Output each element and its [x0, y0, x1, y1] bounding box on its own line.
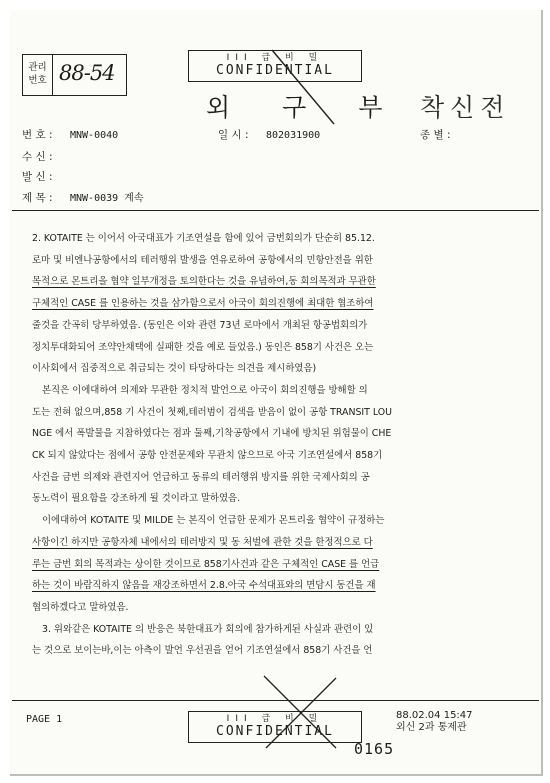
- field-sender-label: 발 신 :: [22, 171, 53, 183]
- classification-grade: III 급 비 밀: [226, 714, 324, 724]
- body-line: 루는 금번 회의 목적과는 상이한 것이므로 858기사건과 같은 구체적인 CASE 를 언급: [32, 558, 380, 570]
- classification-grade: III 급 비 밀: [226, 53, 324, 63]
- body-line: 구체적인 CASE 를 인용하는 것을 삼가함으로서 아국이 회의진행에 최대한 협조하여: [32, 298, 374, 310]
- classification-stamp-bottom: [188, 711, 362, 743]
- field-datetime: [218, 127, 320, 142]
- field-classification-level: [420, 127, 468, 142]
- field-number-label: 번 호 :: [22, 129, 53, 141]
- body-line: 사건을 금번 의제와 관련지어 언급하고 동류의 테러행위 방지를 위한 국제사회의 공: [32, 471, 370, 483]
- classification-marking: CONFIDENTIAL: [216, 724, 334, 739]
- body-line: 도는 전혀 없으며,858 기 사건이 첫째,테러범이 검색을 받음이 없이 공항 TRANSIT LOU: [32, 406, 393, 418]
- classification-marking: CONFIDENTIAL: [216, 63, 334, 78]
- body-line: 협의하겠다고 말하였음.: [32, 601, 129, 613]
- paragraph-3: [32, 510, 532, 619]
- telegram-body: [32, 228, 532, 662]
- field-subject: [22, 189, 144, 205]
- field-recipient-label: 수 신 :: [22, 151, 53, 163]
- telegram-type: 착신전: [420, 93, 511, 122]
- body-line: 는 것으로 보이는바,이는 아측이 발언 우선권을 얻어 기조연설에서 858기 사건을 언: [32, 645, 373, 657]
- body-line: NGE 에서 폭발물을 지참하였다는 점과 둘째,기착공항에서 기내에 방치된 위험물이 CHE: [32, 428, 392, 440]
- paragraph-2: [32, 380, 532, 510]
- field-subject-value: MNW-0039 계속: [70, 193, 144, 204]
- body-line: 본직은 이에대하여 의제와 무관한 정치적 발언으로 아국이 회의진행을 방해할 의: [42, 384, 368, 396]
- field-sender: [22, 169, 70, 184]
- header-divider: [12, 210, 539, 211]
- field-number: [22, 127, 118, 142]
- body-line: 3. 위와같은 KOTAITE 의 반응은 북한대표가 회의에 참가하게된 사실과 관련이 있: [42, 623, 374, 635]
- body-line: 하는 것이 바람직하지 않음을 재강조하면서 2.8.아국 수석대표와의 면담시 동건을 재: [32, 580, 376, 592]
- field-datetime-value: 802031900: [266, 130, 321, 141]
- document-number: 0165: [354, 740, 395, 758]
- management-number-box: [22, 54, 127, 96]
- body-line: 2. KOTAITE 는 이어서 아국대표가 기조연설을 함에 있어 금번회의가 단순히 85.12.: [32, 233, 375, 244]
- body-line: 사항이긴 하지만 공항자체 내에서의 테러방지 및 동 처벌에 관한 것을 한정적으로 다: [32, 536, 373, 548]
- body-line: CK 되지 않았다는 점에서 공항 안전문제와 무관치 않으므로 아국 기조연설에서 858기: [32, 450, 383, 462]
- footer-divider: [12, 700, 539, 701]
- field-subject-label: 제 목 :: [22, 192, 53, 204]
- body-line: 이에대하여 KOTAITE 및 MILDE 는 본직이 언급한 문제가 몬트리올 협약이 규정하는: [42, 515, 385, 527]
- page-indicator: PAGE 1: [26, 714, 63, 725]
- paragraph-4: [32, 619, 532, 662]
- receipt-department: 외신 2과 통제관: [396, 722, 467, 733]
- management-number-value: 88-54: [59, 61, 115, 85]
- body-line: 이사회에서 집중적으로 취급되는 것이 타당하다는 의견을 제시하였음): [32, 363, 317, 375]
- field-recipient: [22, 149, 70, 164]
- management-number-label: 관리 번호: [23, 55, 53, 95]
- body-line: 동노력이 필요함을 강조하게 될 것이라고 말하였음.: [32, 493, 241, 505]
- paragraph-1: [32, 228, 532, 380]
- body-line: 정치투대화되어 조약안채택에 실패한 것을 예로 들었음.) 동인은 858기 사건은 오는: [32, 341, 374, 353]
- field-classification-level-label: 종 별 :: [420, 129, 451, 141]
- body-line: 로마 및 비엔나공항에서의 테러행위 발생을 연유로하여 공항에서의 민항안전을 위한: [32, 254, 373, 266]
- body-line: 목적으로 몬트리올 협약 일부개정을 토의한다는 것을 유념하여,동 회의목적과 무관한: [32, 276, 376, 288]
- telegram-page: [10, 10, 543, 776]
- classification-stamp-top: [188, 50, 362, 82]
- body-line: 줄것을 간곡히 당부하였음. (동인은 이와 관련 73년 로마에서 개최된 항공법회의가: [32, 319, 368, 331]
- receipt-datetime: 88.02.04 15:47: [396, 710, 473, 721]
- field-number-value: MNW-0040: [70, 130, 119, 141]
- receipt-info: [396, 710, 473, 734]
- ministry-name: 외 구 부: [206, 93, 405, 122]
- field-datetime-label: 일 시 :: [218, 129, 249, 141]
